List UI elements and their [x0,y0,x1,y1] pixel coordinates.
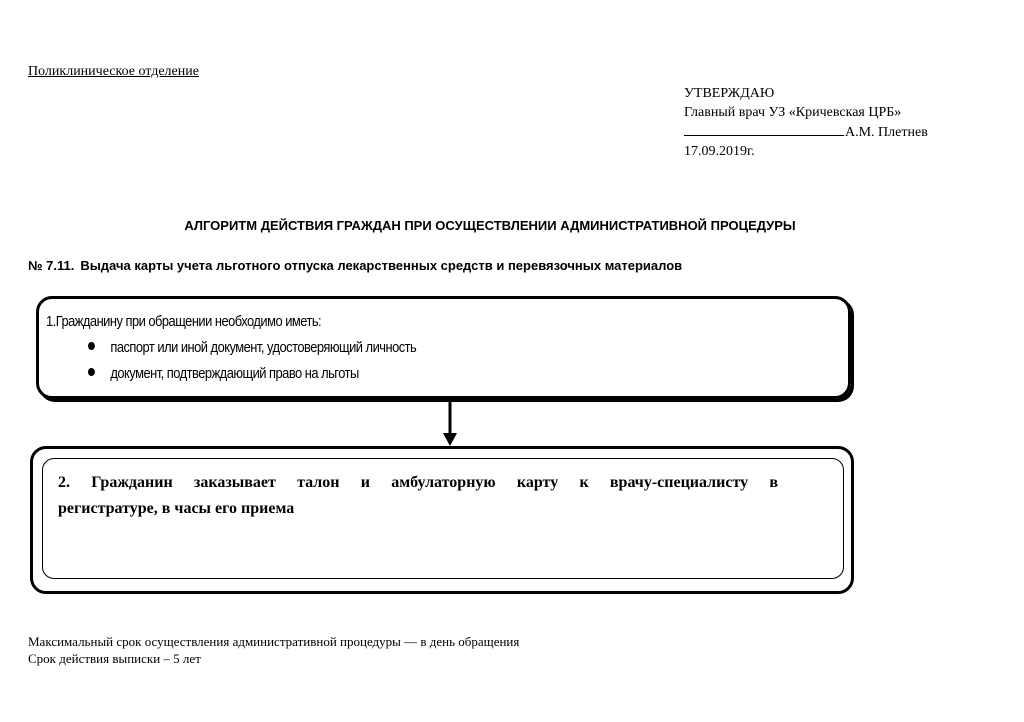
procedure-title [28,258,682,273]
step1-item [88,339,416,356]
step2-line2: регистратуре, в часы его приема [58,500,295,517]
bullet-icon [88,342,95,350]
max-term-note: Максимальный срок осуществления административной процедуры — в день обращения [28,634,520,649]
signature-line [684,122,844,136]
approval-signer: А.М. Плетнев [845,125,928,140]
document-title: АЛГОРИТМ ДЕЙСТВИЯ ГРАЖДАН ПРИ ОСУЩЕСТВЛЕНИИ АДМИНИСТРАТИВНОЙ ПРОЦЕДУРЫ [184,218,796,233]
department-name: Поликлиническое отделение [28,64,199,79]
step1-item-text: документ, подтверждающий право на льготы [110,365,359,382]
procedure-name: Выдача карты учета льготного отпуска лекарственных средств и перевязочных материалов [80,258,683,273]
step2-line1: 2. Гражданин заказывает талон и амбулаторную карту к врачу-специалисту в [58,474,778,491]
procedure-number: № 7.11. [28,258,75,273]
approval-position: Главный врач УЗ «Кричевская ЦРБ» [684,105,902,120]
step1-item-text: паспорт или иной документ, удостоверяющий личность [110,339,417,356]
approval-signature-row [684,122,928,142]
step1-item [88,365,359,382]
approval-block [684,84,928,161]
bullet-icon [88,368,95,376]
step1-heading: 1.Гражданину при обращении необходимо иметь: [46,313,322,330]
approval-date: 17.09.2019г. [684,144,755,159]
validity-note: Срок действия выписки – 5 лет [28,651,201,666]
footer [28,633,519,667]
approval-word: УТВЕРЖДАЮ [684,86,775,101]
step2-text [58,470,778,522]
down-arrow-icon [440,401,460,447]
